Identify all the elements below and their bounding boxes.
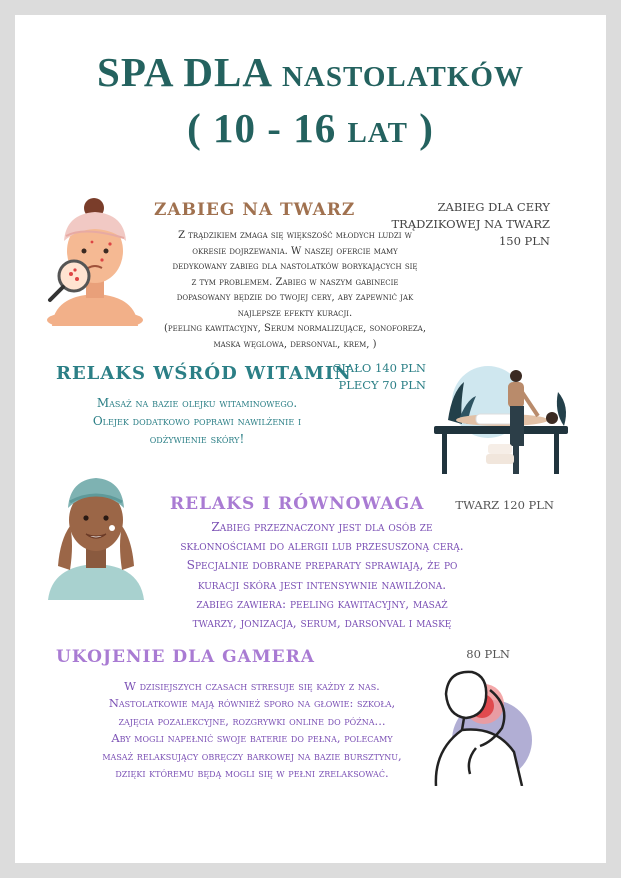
price-face: ZABIEG DLA CERY TRĄDZIKOWEJ NA TWARZ 150 PLN <box>391 200 550 248</box>
price-balance: TWARZ 120 PLN <box>455 498 554 512</box>
description-balance: Zabieg przeznaczony jest dla osób ze skłonnościami do alergii lub przesuszoną cerą. Specjalnie dobrane preparaty sprawiają, że po kuracji skóra jest intensywnie nawilżona. zabieg zawiera: peeling kawitacyjny, masaż twarzy, jonizacja, serum, darsonval i maskę <box>180 520 464 631</box>
section-heading-face: ZABIEG NA TWARZ <box>154 200 356 220</box>
acne-girl-illustration <box>44 196 146 326</box>
face-cream-girl-illustration <box>44 470 148 600</box>
description-gamer: W dzisiejszych czasach stresuje się każdy z nas. Nastolatkowie mają również sporo na głowie: szkoła, zajęcia pozalekcyjne, rozgrywki online do późna... Aby mogli napełnić swoje baterie do pełna, polecamy masaż relaksujący obręczy barkowej na bazie bursztynu, dzięki któremu będą mogli się w pełni zrelaksować. <box>102 679 402 781</box>
page-subtitle-age-range: ( 10 - 16 lat ) <box>187 105 434 151</box>
section-heading-vitamins: RELAKS WŚRÓD WITAMIN <box>56 363 352 384</box>
section-heading-balance: RELAKS I RÓWNOWAGA <box>170 494 425 514</box>
price-gamer: 80 PLN <box>466 647 510 661</box>
section-heading-gamer: UKOJENIE DLA GAMERA <box>56 647 315 667</box>
price-vitamins: CIAŁO 140 PLN PLECY 70 PLN <box>332 361 426 392</box>
page-title: SPA DLA nastolatków <box>97 49 524 95</box>
neck-pain-illustration <box>426 664 536 786</box>
description-face: Z trądzikiem zmaga się większość młodych ludzi w okresie dojrzewania. W naszej ofercie mamy dedykowany zabieg dla nastolatków borykających się z tym problemem. Zabieg w naszym gabinecie dopasowany będzie do twojej cery, aby zapewnić jak najlepsze efekty kuracji. (peeling kawitacyjny, Serum normalizujące, sonoforeza, maska węglowa, dersonval, krem, ) <box>163 230 427 350</box>
massage-table-illustration <box>430 362 572 478</box>
description-vitamins: Masaż na bazie olejku witaminowego. Olejek dodatkowo poprawi nawilżenie i odżywienie skóry! <box>92 396 302 446</box>
